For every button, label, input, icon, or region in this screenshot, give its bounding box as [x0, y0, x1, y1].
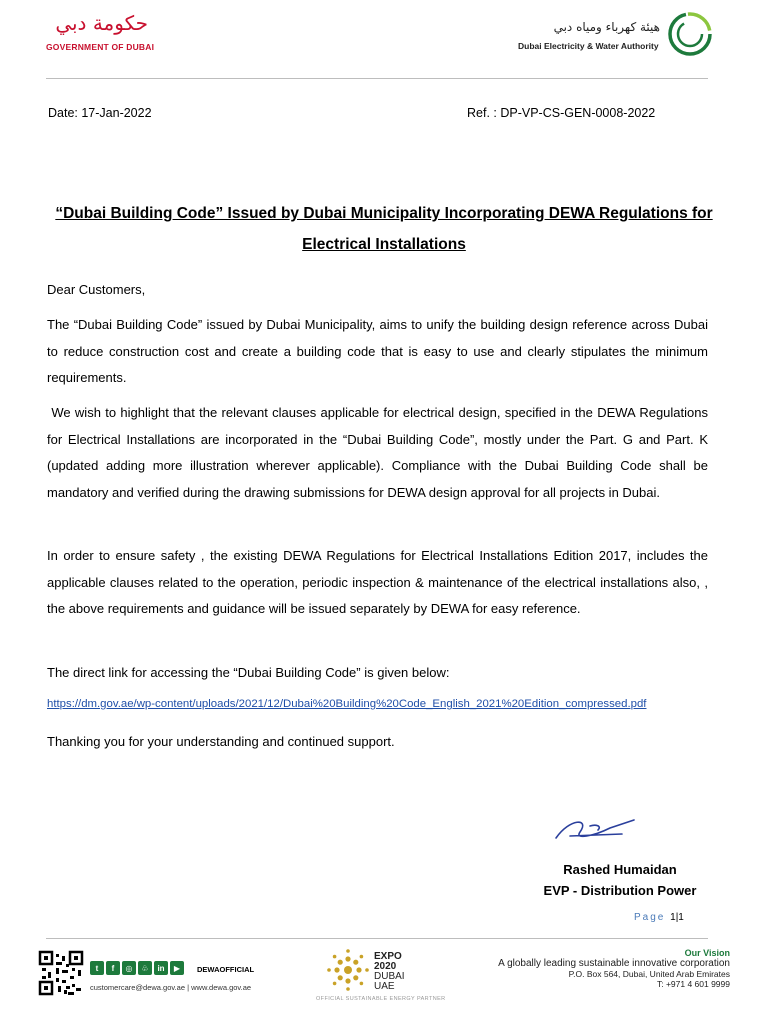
gov-arabic-text: حكومة دبي	[55, 11, 148, 35]
expo-line: UAE	[374, 981, 395, 992]
facebook-icon[interactable]: f	[106, 961, 120, 975]
government-of-dubai-logo	[46, 8, 150, 38]
expo-line: EXPO	[374, 951, 402, 962]
dewa-arabic-name: هيئة كهرباء ومياه دبي	[553, 20, 660, 34]
letter-title: “Dubai Building Code” Issued by Dubai Municipality Incorporating DEWA Regulations for Electrical Installations	[55, 205, 713, 253]
page-number	[634, 912, 684, 923]
youtube-icon[interactable]: ▶	[170, 961, 184, 975]
qr-code-icon[interactable]	[38, 950, 84, 996]
expo-2020-text	[374, 952, 405, 992]
signature	[550, 812, 640, 848]
footer-contact-block	[470, 948, 730, 989]
expo-line: DUBAI	[374, 971, 405, 982]
vision-tagline: A globally leading sustainable innovative corporation	[498, 958, 730, 969]
gov-english-text: GOVERNMENT OF DUBAI	[46, 42, 155, 52]
dewa-logo-icon	[666, 10, 714, 58]
closing-line: Thanking you for your understanding and continued support.	[47, 734, 395, 749]
letter-date: Date: 17-Jan-2022	[48, 106, 152, 120]
paragraph-4: The direct link for accessing the “Dubai Building Code” is given below:	[47, 665, 450, 680]
contact-info: customercare@dewa.gov.ae | www.dewa.gov.ae	[90, 983, 252, 992]
signer-title: EVP - Distribution Power	[543, 883, 697, 898]
linkedin-icon[interactable]: in	[154, 961, 168, 975]
paragraph-2: We wish to highlight that the relevant clauses applicable for electrical design, specified in the DEWA Regulations for Electrical Installations are incorporated in the “Dubai Building Code”, mostly under the Part. G and Part. K (updated adding more illustration wherever applicable). Compliance with the Dubai Building Code shall be mandatory and verified during the drawing submissions for DEWA design approval for all projects in Dubai.	[47, 405, 712, 500]
expo-line: 2020	[374, 961, 397, 972]
expo-partner-label: OFFICIAL SUSTAINABLE ENERGY PARTNER	[316, 996, 446, 1002]
header-divider	[46, 78, 708, 79]
paragraph-3: In order to ensure safety , the existing DEWA Regulations for Electrical Installations Edition 2017, includes the applicable clauses related to the operation, periodic inspection & maintenance of the electrical installations also, , the above requirements and guidance will be issued separately by DEWA for easy reference.	[47, 548, 708, 616]
vision-label: Our Vision	[684, 948, 730, 958]
building-code-link[interactable]: https://dm.gov.ae/wp-content/uploads/2021/12/Dubai%20Building%20Code_English_2021%20Edition_compressed.pdf	[47, 698, 647, 710]
signer-name: Rashed Humaidan	[563, 862, 677, 877]
paragraph-1: The “Dubai Building Code” issued by Dubai Municipality, aims to unify the building design reference across Dubai to reduce construction cost and create a building code that is easy to use and clearly stipulates the minimum requirements.	[47, 317, 708, 385]
instagram-icon[interactable]: ◎	[122, 961, 136, 975]
letter-reference: Ref. : DP-VP-CS-GEN-0008-2022	[467, 106, 656, 120]
footer-divider	[46, 938, 708, 939]
phone-number: T: +971 4 601 9999	[656, 979, 730, 989]
twitter-icon[interactable]: t	[90, 961, 104, 975]
social-handle: DEWAOFFICIAL	[197, 965, 255, 974]
social-icons	[90, 961, 184, 975]
snapchat-icon[interactable]: ♧	[138, 961, 152, 975]
salutation: Dear Customers,	[47, 282, 146, 297]
dewa-english-name: Dubai Electricity & Water Authority	[518, 41, 659, 51]
page-label: Page	[634, 912, 666, 923]
expo-2020-emblem-icon	[326, 948, 370, 992]
postal-address: P.O. Box 564, Dubai, United Arab Emirates	[568, 969, 730, 979]
page-value: 1|1	[670, 912, 684, 923]
